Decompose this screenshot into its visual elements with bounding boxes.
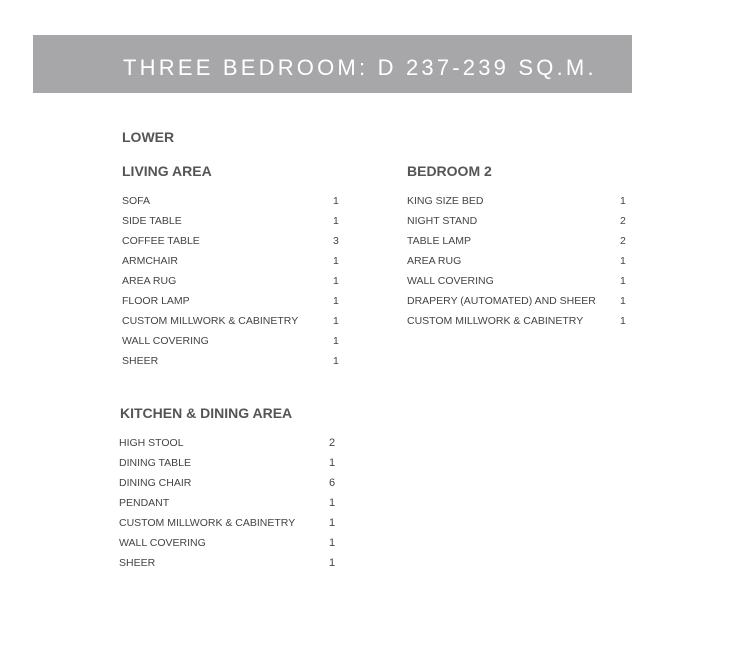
item-quantity: 1 bbox=[333, 215, 339, 227]
list-item bbox=[119, 554, 359, 574]
item-quantity: 1 bbox=[333, 315, 339, 327]
item-quantity: 1 bbox=[333, 355, 339, 367]
item-name: AREA RUG bbox=[407, 255, 462, 267]
list-item bbox=[407, 192, 647, 212]
item-name: DRAPERY (AUTOMATED) AND SHEER bbox=[407, 295, 596, 307]
item-quantity: 1 bbox=[620, 275, 626, 287]
item-name: PENDANT bbox=[119, 497, 170, 509]
item-quantity: 2 bbox=[329, 437, 336, 449]
item-name: HIGH STOOL bbox=[119, 437, 184, 449]
item-name: DINING TABLE bbox=[119, 457, 191, 469]
item-name: CUSTOM MILLWORK & CABINETRY bbox=[122, 315, 299, 327]
item-name: SOFA bbox=[122, 195, 151, 207]
list-item bbox=[122, 232, 362, 252]
item-name: COFFEE TABLE bbox=[122, 235, 200, 247]
item-quantity: 6 bbox=[329, 477, 336, 489]
item-name: SIDE TABLE bbox=[122, 215, 182, 227]
item-name: FLOOR LAMP bbox=[122, 295, 190, 307]
list-item bbox=[119, 454, 359, 474]
bedroom-2-list bbox=[407, 192, 647, 332]
item-name: WALL COVERING bbox=[407, 275, 494, 287]
item-quantity: 1 bbox=[333, 335, 339, 347]
list-item bbox=[122, 192, 362, 212]
list-item bbox=[407, 212, 647, 232]
item-name: WALL COVERING bbox=[119, 537, 206, 549]
kitchen-dining-heading: KITCHEN & DINING AREA bbox=[120, 405, 293, 421]
item-name: NIGHT STAND bbox=[407, 215, 478, 227]
title-banner bbox=[33, 35, 632, 93]
list-item bbox=[122, 332, 362, 352]
item-quantity: 1 bbox=[620, 255, 626, 267]
item-quantity: 1 bbox=[620, 295, 626, 307]
list-item bbox=[119, 494, 359, 514]
list-item bbox=[119, 534, 359, 554]
living-area-heading: LIVING AREA bbox=[122, 163, 212, 179]
item-quantity: 1 bbox=[333, 275, 339, 287]
item-quantity: 1 bbox=[329, 557, 336, 569]
item-name: CUSTOM MILLWORK & CABINETRY bbox=[119, 517, 296, 529]
list-item bbox=[119, 474, 359, 494]
item-quantity: 1 bbox=[333, 255, 339, 267]
item-quantity: 3 bbox=[333, 235, 339, 247]
item-name: TABLE LAMP bbox=[407, 235, 471, 247]
level-label: LOWER bbox=[122, 129, 175, 145]
kitchen-dining-list bbox=[119, 434, 359, 574]
item-name: KING SIZE BED bbox=[407, 195, 484, 207]
page-title: THREE BEDROOM: D 237-239 SQ.M. bbox=[123, 55, 597, 80]
item-name: CUSTOM MILLWORK & CABINETRY bbox=[407, 315, 584, 327]
item-quantity: 1 bbox=[333, 295, 339, 307]
list-item bbox=[122, 212, 362, 232]
item-quantity: 1 bbox=[329, 517, 336, 529]
list-item bbox=[122, 352, 362, 372]
living-area-list bbox=[122, 192, 362, 372]
list-item bbox=[407, 292, 647, 312]
item-quantity: 1 bbox=[329, 497, 336, 509]
list-item bbox=[122, 252, 362, 272]
item-name: SHEER bbox=[119, 557, 156, 569]
item-quantity: 1 bbox=[620, 195, 626, 207]
item-quantity: 1 bbox=[620, 315, 626, 327]
list-item bbox=[122, 272, 362, 292]
item-quantity: 1 bbox=[333, 195, 339, 207]
list-item bbox=[122, 292, 362, 312]
item-quantity: 2 bbox=[620, 235, 626, 247]
item-name: SHEER bbox=[122, 355, 159, 367]
item-quantity: 1 bbox=[329, 537, 336, 549]
item-quantity: 2 bbox=[620, 215, 626, 227]
list-item bbox=[407, 252, 647, 272]
list-item bbox=[119, 514, 359, 534]
bedroom-2-heading: BEDROOM 2 bbox=[407, 163, 492, 179]
list-item bbox=[122, 312, 362, 332]
list-item bbox=[407, 232, 647, 252]
item-name: ARMCHAIR bbox=[122, 255, 179, 267]
item-name: AREA RUG bbox=[122, 275, 177, 287]
list-item bbox=[407, 272, 647, 292]
item-name: WALL COVERING bbox=[122, 335, 209, 347]
item-name: DINING CHAIR bbox=[119, 477, 192, 489]
item-quantity: 1 bbox=[329, 457, 336, 469]
list-item bbox=[407, 312, 647, 332]
list-item bbox=[119, 434, 359, 454]
